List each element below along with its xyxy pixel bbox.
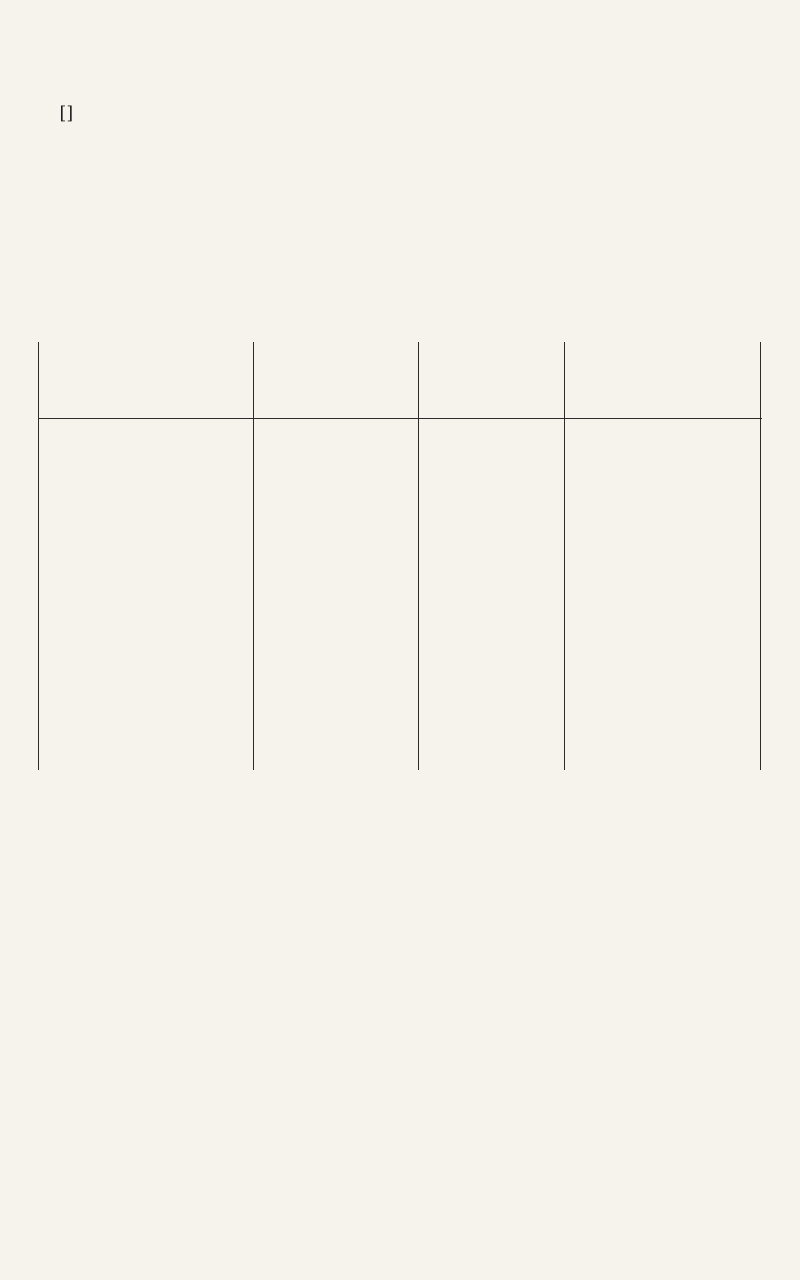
- paragraph-composition: [38, 56, 762, 79]
- header-free-acid: [418, 342, 564, 418]
- paragraph-preparation: [38, 79, 762, 102]
- page-header: [38, 8, 762, 42]
- header-specific-gravity: [253, 342, 418, 418]
- juice-analysis-table: [38, 342, 762, 770]
- header-combined-acid: [564, 342, 760, 418]
- section-291-intro: [38, 794, 762, 817]
- paragraph-table-intro: []: [54, 103, 74, 124]
- section-291-body: [38, 817, 762, 840]
- body-text: [38, 56, 762, 126]
- section-291: [38, 794, 762, 841]
